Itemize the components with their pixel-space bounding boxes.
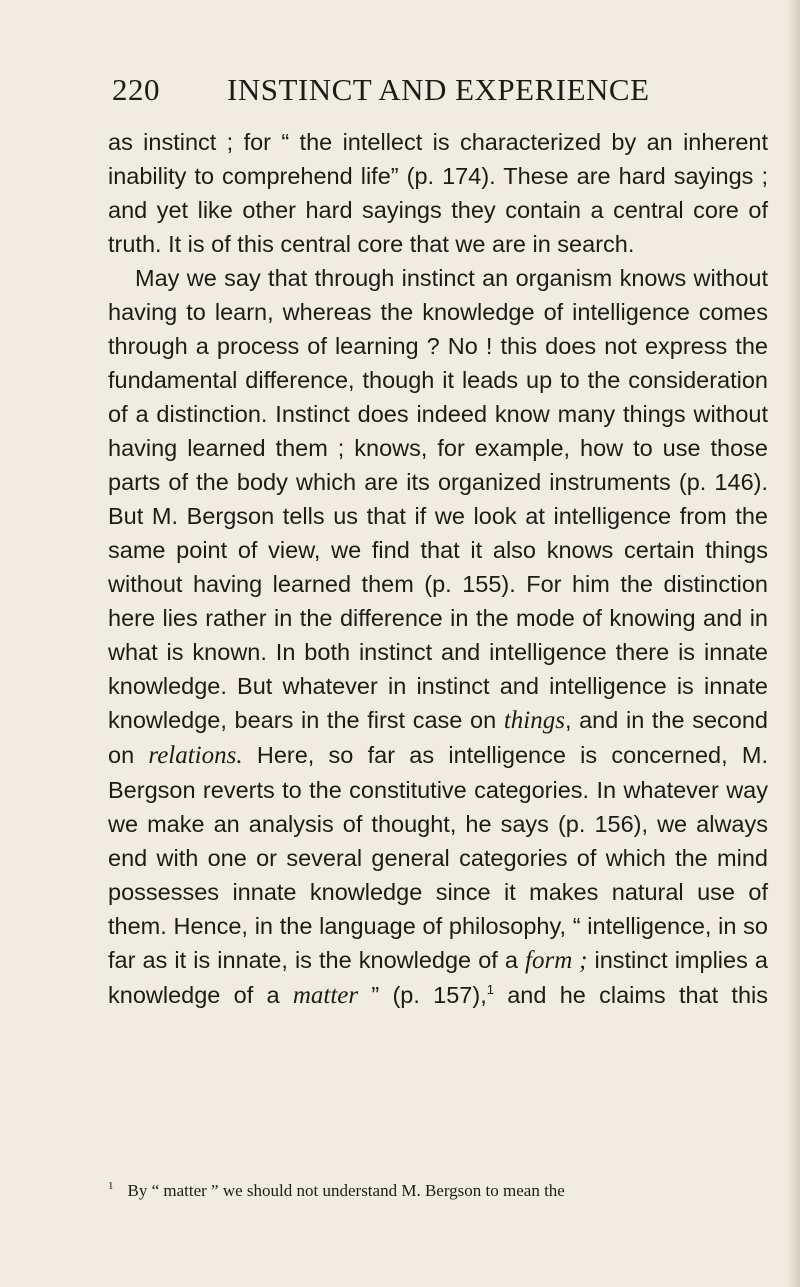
running-title: INSTINCT AND EXPERIENCE xyxy=(227,72,650,107)
italic-relations: relations. xyxy=(148,742,243,769)
paragraph-2-text-f: and he claims that this xyxy=(493,982,768,1008)
page-edge-shadow xyxy=(786,0,800,1287)
paragraph-2-text-e: ” (p. 157), xyxy=(358,982,487,1008)
paragraph-2-text-a: May we say that through instinct an organism knows without having to learn, whereas the knowledge of intelligence comes through a process of learning ? No ! this does not express the fundamental difference, though it leads up to the consideration of a distinction. Instinct does indeed know many things without having learned them ; knows, for example, how to use those parts of the body which are its organized instruments (p. 146). But M. Bergson tells us that if we look at intelligence from the same point of view, we find that it also knows certain things without having learned them (p. 155). For him the distinction here lies rather in the difference in the mode of knowing and in what is known. In both instinct and intelligence there is innate knowledge. But whatever in instinct and intelligence is innate knowledge, bears in the first case on xyxy=(108,265,768,733)
footnote-marker: 1 xyxy=(108,1180,114,1193)
page-number: 220 xyxy=(112,72,160,107)
footnote-text: By “ matter ” we should not understand M. Bergson to mean the xyxy=(127,1181,565,1200)
paragraph-2-text-b: , and in the second on xyxy=(108,707,769,768)
paragraph-2-text-c: Here, so far as intelligence is concerned, M. Bergson reverts to the constitutive categories. In whatever way we make an analysis of thought, he says (p. 156), we always end with one or several general categories of which the mind possesses innate knowledge since it makes natural use of them. Hence, in the language of philosophy, “ intelligence, in so far as it is innate, is the knowledge of a xyxy=(108,742,768,973)
footnote-reference: 1 xyxy=(486,982,494,998)
paragraph-2 xyxy=(108,261,768,1013)
body-text xyxy=(108,125,768,1013)
italic-form: form ; xyxy=(525,947,588,974)
italic-matter: matter xyxy=(292,982,359,1009)
italic-things: things xyxy=(503,707,565,734)
paragraph-1: as instinct ; for “ the intellect is characterized by an inherent inability to comprehend life” (p. 174). These are hard sayings ; and yet like other hard sayings they contain a central core of truth. It is of this central core that we are in search. xyxy=(108,129,768,257)
paragraph-2-text-d: instinct implies a knowledge of a xyxy=(108,947,768,1008)
footnote xyxy=(108,1180,768,1202)
